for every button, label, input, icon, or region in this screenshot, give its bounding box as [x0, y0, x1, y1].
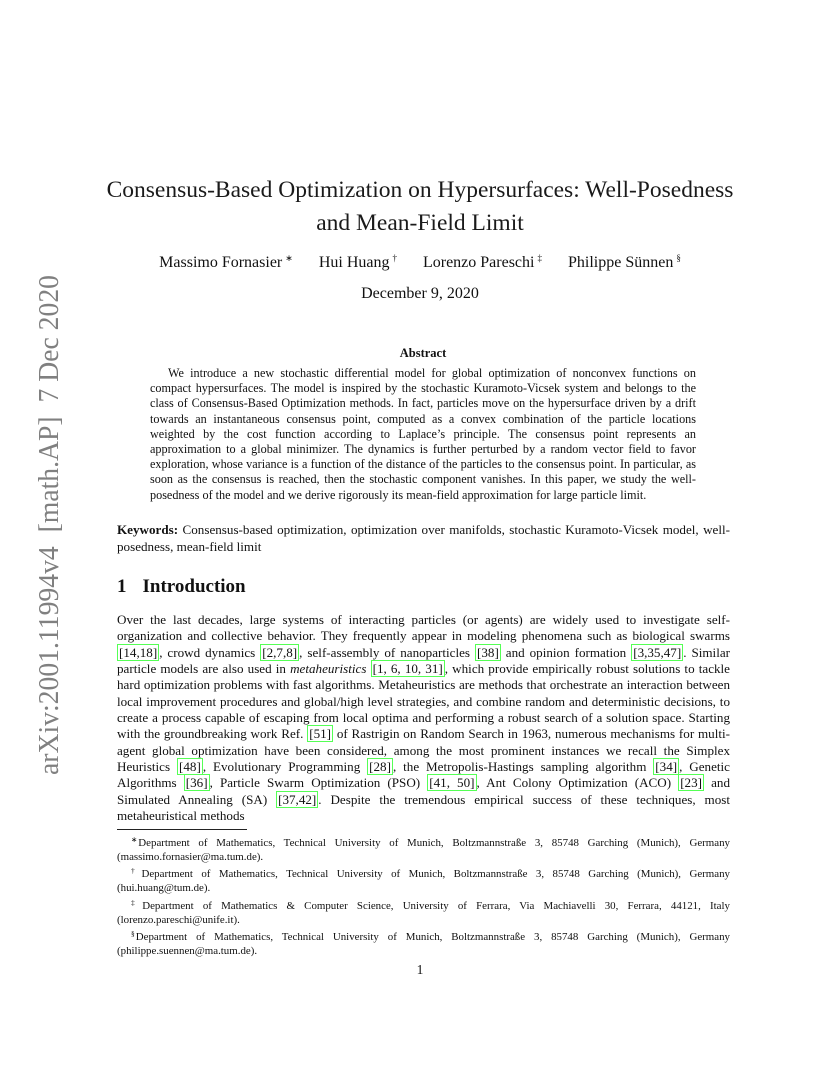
footnote	[117, 833, 730, 864]
author-name: Philippe Sünnen	[567, 254, 674, 271]
author	[568, 253, 681, 272]
paper-title	[70, 174, 770, 240]
citation-link[interactable]: [3,35,47]	[633, 644, 682, 660]
emphasis-text: metaheuristics	[290, 661, 367, 677]
author	[159, 253, 293, 272]
citation-link[interactable]: [14,18]	[119, 644, 158, 660]
body-text: , Genetic Algorithms	[117, 759, 730, 791]
section-heading	[117, 576, 246, 598]
keywords-text: Consensus-based optimization, optimization over manifolds, stochastic Kuramoto-Vicsek model, well-posedness, mean-field limit	[117, 522, 730, 554]
title-line-2: and Mean-Field Limit	[316, 210, 524, 236]
body-text: . Similar particle models are also used in	[117, 644, 731, 677]
body-text: , Ant Colony Optimization (ACO)	[476, 775, 679, 791]
arxiv-stamp-text: arXiv:2001.11994v4 [math.AP] 7 Dec 2020	[34, 270, 65, 775]
body-text: and Simulated Annealing (SA)	[117, 775, 731, 807]
footnote-mark: ‡	[131, 897, 142, 907]
citation-link[interactable]: [38]	[476, 644, 499, 660]
footnote-divider	[117, 829, 247, 830]
body-text: , crowd dynamics	[159, 644, 261, 660]
footnote	[117, 927, 730, 958]
citation-link[interactable]: [34]	[655, 759, 678, 775]
citation-link[interactable]: [23]	[680, 775, 703, 791]
body-text	[366, 661, 370, 676]
author	[319, 253, 397, 272]
body-text: , which provide empirically robust solutions to tackle hard optimization problems with fast algorithms. Metaheuristics are methods that orchestrate an interaction between local improvement procedures and global/high level strategies, and combine random and deterministic decisions, to create a process capable of escaping from local optima and performing a robust search of a solution space. Starting with the groundbreaking work Ref.	[117, 661, 730, 742]
footnote	[117, 864, 730, 895]
section-number: 1	[117, 576, 127, 597]
body-text: and opinion formation	[500, 644, 632, 660]
author-mark[interactable]: §	[676, 253, 681, 263]
citation-link[interactable]: [36]	[185, 775, 208, 791]
abstract-heading: Abstract	[399, 346, 447, 360]
footnote-mark: ∗	[131, 835, 138, 844]
author	[423, 253, 542, 272]
author-name: Lorenzo Pareschi	[422, 254, 535, 271]
body-text: of Rastrigin on Random Search in 1963, numerous mechanisms for multi-agent global optimization have been considered, among the most prominent instances we recall the Simplex Heuristics	[117, 726, 730, 775]
footnote-text: Department of Mathematics, Technical University of Munich, Boltzmannstraße 3, 85748 Garching (Munich), Germany (philippe.suennen@ma.tum.de).	[117, 931, 730, 957]
abstract-text: We introduce a new stochastic differential model for global optimization of nonconvex functions on compact hypersurfaces. The model is inspired by the stochastic Kuramoto-Vicsek system and belongs to the class of Consensus-Based Optimization methods. In fact, particles move on the hypersurface driven by a drift towards an instantaneous consensus point, computed as a convex combination of the particle locations weighted by the cost function according to Laplace’s principle. The consensus point represents an approximation to a global minimizer. The dynamics is further perturbed by a random vector field to favor exploration, whose variance is a function of the distance of the particles to the consensus point. In particular, as soon as the consensus is reached, then the stochastic component vanishes. In this paper, we study the well-posedness of the model and we derive rigorously its mean-field approximation for large particle limit.	[150, 366, 696, 502]
keywords	[117, 522, 730, 556]
body-text: , self-assembly of nanoparticles	[299, 644, 475, 660]
section-title: Introduction	[142, 576, 246, 597]
citation-link[interactable]: [37,42]	[278, 791, 317, 807]
author-mark[interactable]: †	[392, 253, 397, 263]
footnote-text: Department of Mathematics, Technical University of Munich, Boltzmannstraße 3, 85748 Garching (Munich), Germany (hui.huang@tum.de).	[117, 868, 730, 895]
body-text: , Evolutionary Programming	[202, 759, 368, 775]
author-name: Massimo Fornasier	[159, 254, 283, 271]
citation-link[interactable]: [41, 50]	[429, 775, 475, 791]
author-mark[interactable]: ‡	[537, 253, 542, 263]
footnote-mark: §	[131, 929, 135, 939]
body-text: , Particle Swarm Optimization (PSO)	[209, 775, 428, 791]
footnote-text: Department of Mathematics & Computer Science, University of Ferrara, Via Machiavelli 30, Ferrara, 44121, Italy (lorenzo.pareschi@unife.it).	[117, 899, 730, 926]
citation-link[interactable]: [1, 6, 10, 31]	[372, 661, 443, 677]
citation-link[interactable]: [48]	[178, 759, 201, 775]
footnote	[117, 896, 730, 927]
footnote-mark: †	[131, 866, 141, 876]
author-list	[70, 253, 770, 272]
author-mark[interactable]: ∗	[285, 253, 293, 263]
page-number: 1	[416, 962, 424, 977]
title-line-1: Consensus-Based Optimization on Hypersurfaces: Well-Posedness	[106, 177, 734, 203]
intro-paragraph	[117, 612, 730, 824]
publication-date: December 9, 2020	[361, 285, 479, 302]
citation-link[interactable]: [2,7,8]	[262, 644, 298, 660]
body-text: . Despite the tremendous empirical success of these techniques, most metaheuristical methods	[117, 791, 730, 824]
body-text: , the Metropolis-Hastings sampling algorithm	[392, 759, 654, 775]
citation-link[interactable]: [51]	[309, 726, 332, 742]
citation-link[interactable]: [28]	[369, 759, 391, 775]
author-name: Hui Huang	[318, 254, 390, 271]
footnotes	[117, 833, 730, 959]
arxiv-stamp	[14, 270, 74, 780]
footnote-text: Department of Mathematics, Technical University of Munich, Boltzmannstraße 3, 85748 Garching (Munich), Germany (massimo.fornasier@ma.tum.de).	[117, 837, 730, 863]
body-text: Over the last decades, large systems of interacting particles (or agents) are widely used to investigate self-organization and collective behavior. They frequently appear in modeling phenomena such as biological swarms	[117, 612, 730, 644]
keywords-label: Keywords:	[117, 522, 179, 537]
